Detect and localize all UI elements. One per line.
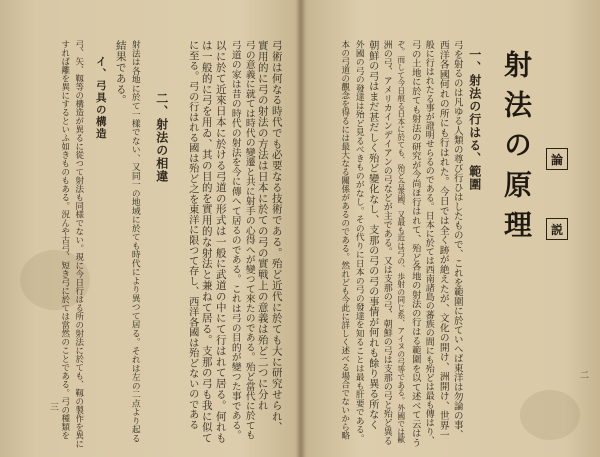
text-line: に至る。弓の行はれる國は殆ど之を東洋に限つて存し、西洋各國は殆どないのである (186, 40, 199, 430)
page-number-left: 三 (50, 403, 60, 413)
text-line: 結果である。 (114, 40, 127, 106)
text-line: 弓を射るのは凡ゆる人類の尊び行ひはしたもので、これを範圍に於ていへば東洋は勿論の事、 (451, 40, 463, 439)
sub-heading: イ、弓具の構造 (94, 56, 107, 140)
text-line: 西洋各國何れの所にも行はれた。今日では全く跡が絶えたが、文化の開け、洲開け、世界一 (437, 40, 449, 440)
section-box-ron: 論 (546, 148, 568, 170)
right-page (300, 0, 600, 457)
text-line: 實用的に弓の射法の方法は日本に於ての弓の實戦上の意義は殆ど二つに分れ (256, 40, 269, 411)
page-number-right: 二 (580, 371, 590, 381)
text-line: 般に行はれたる事が證明せらるのである。日本に於ては西南諸島の蕃族の間にも殆どは最も傳はり、 (423, 40, 434, 445)
text-line: 洲の弓、アメリカインデイアンの弓などが主である。又は支那の弓、朝鮮の弓は支那の弓と殆ど異る (381, 40, 392, 445)
section-box-setsu: 説 (546, 218, 568, 240)
text-line: 弓、矢、靱等の構造が異るに從つて射法も同様でない。現に今日行はる所の射法に於ても、靱の製作を異に (73, 40, 84, 448)
text-line: 本の弓道の觀念を得るには最大なる關係があるのである。然れども今此に詳しく述べる場合でないから略 (339, 40, 350, 440)
article-title: 射法の原理 (500, 50, 533, 250)
text-line: は一般的に弓を用ゐ、其の目的を實用的な射法と兼ねて居る。支那の弓も我に似て (200, 40, 213, 444)
text-line: 弓術は何なる時代でも必要なる技術である。殆ど近代に於ても大に研究せられ、 (270, 40, 283, 433)
text-line: すれば離を異にするといふ如きものもある。況んや古弓、短き弓に於ては當然のことである。弓の種類を (59, 40, 70, 440)
section-heading-1: 一、射法の行はる、範圍 (467, 48, 482, 191)
text-line: 朝鮮の弓はまだ甚だしく殆ど變化なし、支那の弓の弓の事情が何れも餘り異る所なく (366, 40, 379, 430)
section-heading-2: 二、射法の相違 (154, 92, 169, 183)
text-line: 弓道の家は昔の時代の射法を今に傳へて居るのである。これは弓の目的が變つた事である。 (229, 40, 241, 440)
text-line: ぞ。而して今日痕る日本に於ても、殆ど合衆國、又最も近は弓の、歩射の同じ系、アイヌの弓等である。外國では歐 (396, 40, 406, 443)
text-line: 以に於て近來日本に於ける弓道の形式は一般に武道の中にて行はれて居る。何れも (214, 40, 227, 444)
text-line: 弓の土地に於ても射法の研究が今尚ほ行はれて、殆ど各地の射法の行はる範圍を以て述べて云はう (409, 40, 421, 447)
text-line: 弓の意義に就ては時代の變遷と共に射手の心得へが變つて來たのである。殆ど當代に於ても (243, 40, 255, 440)
text-line: 外國の弓の發達は殆ど見るべきものがなし。その代りに日本の弓の發達を知ることは最も肝要である。 (353, 40, 364, 443)
text-line: 射法は各地に於て一樣でない、又同一の地域に於ても時代により異つて居る。それは左の二点より起る (129, 40, 140, 443)
